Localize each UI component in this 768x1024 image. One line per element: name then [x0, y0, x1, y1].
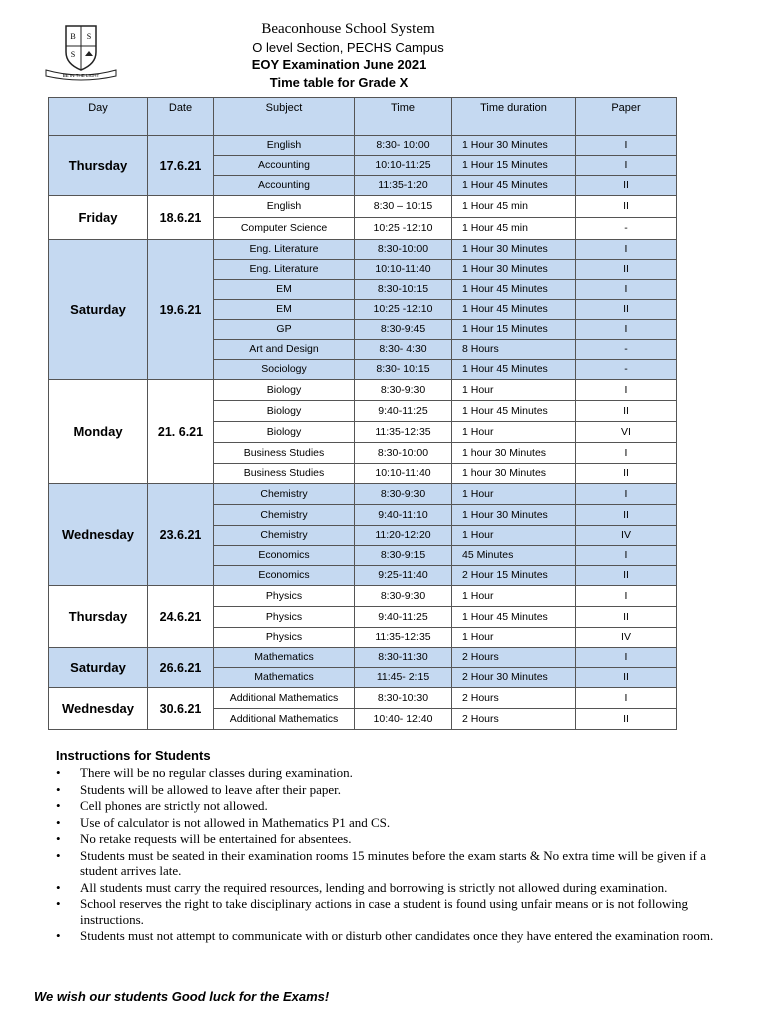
table-row [49, 484, 677, 505]
svg-text:S: S [86, 32, 92, 41]
day-cell: Wednesday [49, 688, 148, 730]
time-cell: 8:30-11:30 [355, 648, 452, 668]
timetable-body [49, 136, 677, 730]
date-cell: 24.6.21 [148, 586, 214, 648]
table-row [49, 380, 677, 401]
duration-cell: 1 Hour 30 Minutes [452, 136, 576, 156]
paper-cell: II [576, 668, 677, 688]
subject-cell: Physics [214, 628, 355, 648]
table-row [49, 688, 677, 709]
subject-cell: EM [214, 280, 355, 300]
duration-cell: 1 Hour [452, 526, 576, 546]
school-crest-logo [42, 22, 120, 82]
time-cell: 8:30- 4:30 [355, 340, 452, 360]
instruction-item: • There will be no regular classes during examination. [80, 765, 720, 781]
time-cell: 9:40-11:25 [355, 401, 452, 422]
time-cell: 10:10-11:40 [355, 260, 452, 280]
duration-cell: 1 Hour 45 Minutes [452, 360, 576, 380]
table-row [49, 586, 677, 607]
campus-name: O level Section, PECHS Campus [252, 40, 444, 55]
time-cell: 8:30-10:30 [355, 688, 452, 709]
subject-cell: GP [214, 320, 355, 340]
subject-cell: Chemistry [214, 526, 355, 546]
paper-cell: I [576, 648, 677, 668]
paper-cell: I [576, 240, 677, 260]
duration-cell: 1 Hour [452, 380, 576, 401]
paper-cell: II [576, 464, 677, 484]
day-cell: Wednesday [49, 484, 148, 586]
subject-cell: Eng. Literature [214, 240, 355, 260]
duration-cell: 2 Hours [452, 709, 576, 730]
time-cell: 10:10-11:40 [355, 464, 452, 484]
paper-cell: II [576, 196, 677, 218]
column-header-duration: Time duration [452, 98, 576, 136]
day-cell: Monday [49, 380, 148, 484]
subject-cell: English [214, 136, 355, 156]
time-cell: 10:25 -12:10 [355, 300, 452, 320]
duration-cell: 1 Hour [452, 586, 576, 607]
time-cell: 8:30-10:15 [355, 280, 452, 300]
paper-cell: II [576, 401, 677, 422]
column-header-date: Date [148, 98, 214, 136]
date-cell: 17.6.21 [148, 136, 214, 196]
subject-cell: Physics [214, 607, 355, 628]
time-cell: 10:25 -12:10 [355, 218, 452, 240]
paper-cell: II [576, 566, 677, 586]
paper-cell: I [576, 484, 677, 505]
paper-cell: II [576, 300, 677, 320]
duration-cell: 1 Hour 15 Minutes [452, 320, 576, 340]
paper-cell: I [576, 320, 677, 340]
instruction-item: • Students will be allowed to leave after their paper. [80, 782, 720, 798]
instruction-item: • All students must carry the required resources, lending and borrowing is strictly not allowed during examination. [80, 880, 720, 896]
duration-cell: 1 Hour 45 Minutes [452, 176, 576, 196]
column-header-subject: Subject [214, 98, 355, 136]
subject-cell: Art and Design [214, 340, 355, 360]
instruction-item: • Students must not attempt to communicate with or disturb other candidates once they have entered the examination room. [80, 928, 720, 944]
subject-cell: Business Studies [214, 464, 355, 484]
duration-cell: 1 Hour 45 Minutes [452, 607, 576, 628]
paper-cell: II [576, 607, 677, 628]
subject-cell: Biology [214, 401, 355, 422]
duration-cell: 1 Hour 45 min [452, 196, 576, 218]
duration-cell: 1 Hour 30 Minutes [452, 505, 576, 526]
duration-cell: 1 hour 30 Minutes [452, 443, 576, 464]
day-cell: Friday [49, 196, 148, 240]
duration-cell: 2 Hours [452, 648, 576, 668]
table-row [49, 196, 677, 218]
instruction-item: • No retake requests will be entertained for absentees. [80, 831, 720, 847]
instruction-item: • Students must be seated in their examination rooms 15 minutes before the exam starts & No extra time will be given if a student arrives late. [80, 848, 720, 879]
time-cell: 8:30-9:15 [355, 546, 452, 566]
duration-cell: 1 Hour 15 Minutes [452, 156, 576, 176]
day-cell: Thursday [49, 586, 148, 648]
time-cell: 8:30-9:30 [355, 380, 452, 401]
day-cell: Saturday [49, 648, 148, 688]
duration-cell: 2 Hours [452, 688, 576, 709]
subject-cell: Business Studies [214, 443, 355, 464]
subject-cell: Biology [214, 380, 355, 401]
time-cell: 8:30-9:30 [355, 484, 452, 505]
time-cell: 8:30-10:00 [355, 240, 452, 260]
subject-cell: Mathematics [214, 648, 355, 668]
duration-cell: 1 Hour [452, 628, 576, 648]
svg-text:S: S [70, 50, 76, 59]
subject-cell: Economics [214, 566, 355, 586]
subject-cell: Accounting [214, 176, 355, 196]
paper-cell: I [576, 280, 677, 300]
column-header-time: Time [355, 98, 452, 136]
instructions-title: Instructions for Students [56, 748, 211, 763]
subject-cell: Additional Mathematics [214, 688, 355, 709]
time-cell: 8:30-9:45 [355, 320, 452, 340]
exam-title: EOY Examination June 2021 [251, 57, 427, 72]
date-cell: 18.6.21 [148, 196, 214, 240]
subject-cell: Chemistry [214, 505, 355, 526]
column-header-day: Day [49, 98, 148, 136]
subject-cell: Accounting [214, 156, 355, 176]
table-row [49, 240, 677, 260]
logo-motto: BE IN THE LIGHT [62, 73, 100, 78]
good-luck-message: We wish our students Good luck for the Exams! [34, 989, 330, 1004]
time-cell: 11:35-12:35 [355, 628, 452, 648]
time-cell: 10:10-11:25 [355, 156, 452, 176]
duration-cell: 1 Hour [452, 484, 576, 505]
duration-cell: 2 Hour 15 Minutes [452, 566, 576, 586]
duration-cell: 2 Hour 30 Minutes [452, 668, 576, 688]
paper-cell: I [576, 688, 677, 709]
paper-cell: I [576, 136, 677, 156]
subject-cell: Chemistry [214, 484, 355, 505]
duration-cell: 8 Hours [452, 340, 576, 360]
paper-cell: I [576, 443, 677, 464]
subject-cell: Computer Science [214, 218, 355, 240]
time-cell: 8:30- 10:00 [355, 136, 452, 156]
paper-cell: - [576, 360, 677, 380]
duration-cell: 1 Hour 30 Minutes [452, 260, 576, 280]
column-header-paper: Paper [576, 98, 677, 136]
time-cell: 9:25-11:40 [355, 566, 452, 586]
day-cell: Saturday [49, 240, 148, 380]
subject-cell: Eng. Literature [214, 260, 355, 280]
paper-cell: I [576, 156, 677, 176]
date-cell: 26.6.21 [148, 648, 214, 688]
table-row [49, 648, 677, 668]
subject-cell: Biology [214, 422, 355, 443]
duration-cell: 1 Hour 30 Minutes [452, 240, 576, 260]
subject-cell: Economics [214, 546, 355, 566]
instruction-item: • Cell phones are strictly not allowed. [80, 798, 720, 814]
paper-cell: IV [576, 526, 677, 546]
subject-cell: Sociology [214, 360, 355, 380]
paper-cell: IV [576, 628, 677, 648]
timetable-title: Time table for Grade X [269, 75, 409, 90]
duration-cell: 1 Hour 45 Minutes [452, 401, 576, 422]
time-cell: 8:30-9:30 [355, 586, 452, 607]
time-cell: 11:45- 2:15 [355, 668, 452, 688]
paper-cell: VI [576, 422, 677, 443]
duration-cell: 1 hour 30 Minutes [452, 464, 576, 484]
paper-cell: - [576, 218, 677, 240]
subject-cell: Mathematics [214, 668, 355, 688]
time-cell: 9:40-11:25 [355, 607, 452, 628]
duration-cell: 1 Hour 45 min [452, 218, 576, 240]
time-cell: 11:20-12:20 [355, 526, 452, 546]
duration-cell: 1 Hour 45 Minutes [452, 300, 576, 320]
day-cell: Thursday [49, 136, 148, 196]
instructions-list [56, 765, 720, 945]
date-cell: 19.6.21 [148, 240, 214, 380]
school-name: Beaconhouse School System [261, 21, 435, 37]
date-cell: 23.6.21 [148, 484, 214, 586]
time-cell: 10:40- 12:40 [355, 709, 452, 730]
subject-cell: Physics [214, 586, 355, 607]
paper-cell: - [576, 340, 677, 360]
duration-cell: 45 Minutes [452, 546, 576, 566]
time-cell: 11:35-12:35 [355, 422, 452, 443]
svg-text:B: B [70, 32, 76, 41]
paper-cell: I [576, 546, 677, 566]
table-header-row [49, 98, 677, 136]
paper-cell: II [576, 176, 677, 196]
paper-cell: II [576, 505, 677, 526]
subject-cell: EM [214, 300, 355, 320]
date-cell: 30.6.21 [148, 688, 214, 730]
duration-cell: 1 Hour [452, 422, 576, 443]
time-cell: 11:35-1:20 [355, 176, 452, 196]
paper-cell: II [576, 260, 677, 280]
time-cell: 8:30 – 10:15 [355, 196, 452, 218]
subject-cell: Additional Mathematics [214, 709, 355, 730]
table-row [49, 136, 677, 156]
exam-timetable [48, 97, 677, 730]
paper-cell: I [576, 586, 677, 607]
paper-cell: II [576, 709, 677, 730]
time-cell: 9:40-11:10 [355, 505, 452, 526]
subject-cell: English [214, 196, 355, 218]
paper-cell: I [576, 380, 677, 401]
date-cell: 21. 6.21 [148, 380, 214, 484]
duration-cell: 1 Hour 45 Minutes [452, 280, 576, 300]
time-cell: 8:30- 10:15 [355, 360, 452, 380]
instruction-item: • School reserves the right to take disciplinary actions in case a student is found using unfair means or is not following instructions. [80, 896, 720, 927]
instruction-item: • Use of calculator is not allowed in Mathematics P1 and CS. [80, 815, 720, 831]
time-cell: 8:30-10:00 [355, 443, 452, 464]
